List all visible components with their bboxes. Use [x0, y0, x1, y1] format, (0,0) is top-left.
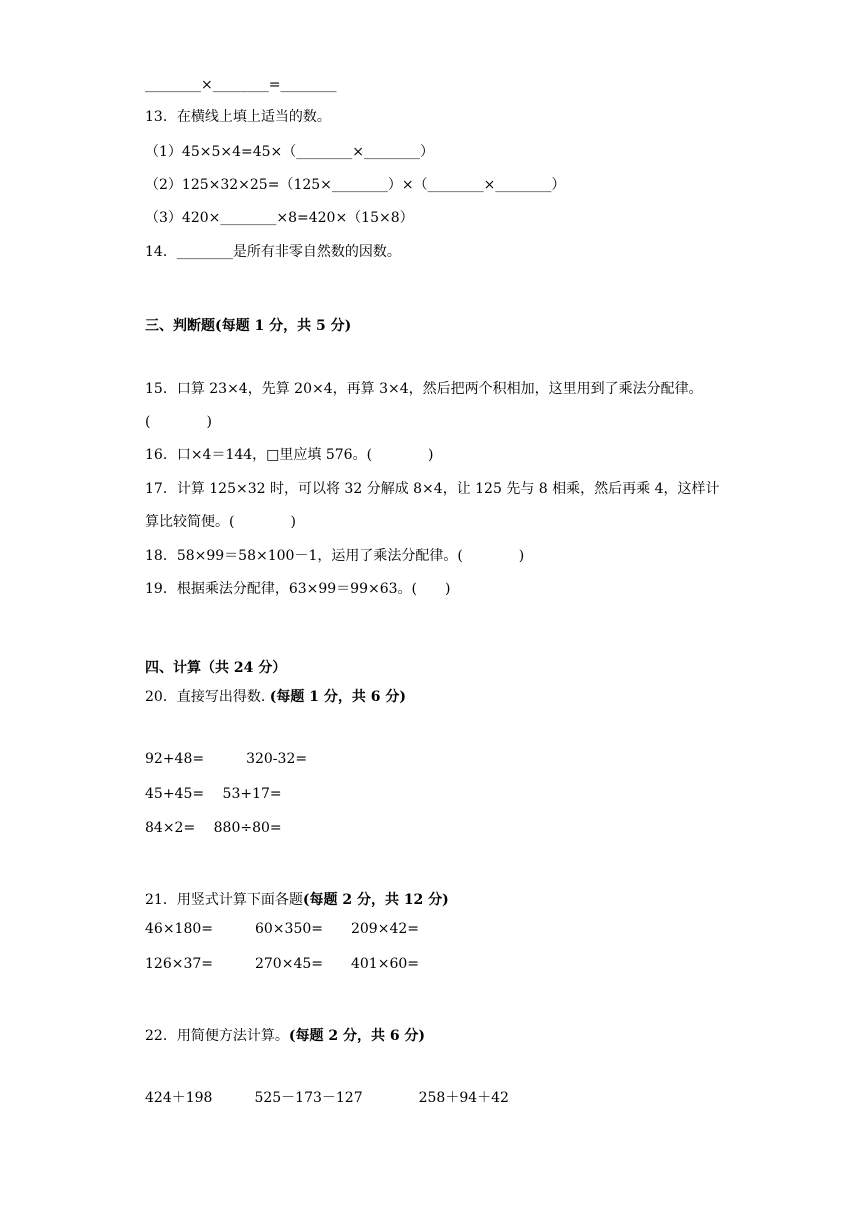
q20-row-3: 84×2= 880÷80= [145, 820, 282, 836]
q20-text: 20．直接写出得数. [145, 689, 270, 705]
q15-line-1: 15．口算 23×4，先算 20×4，再算 3×4，然后把两个积相加，这里用到了乘法分配律。 [145, 381, 703, 397]
q21-title [145, 891, 449, 909]
q22-points: (每题 2 分，共 6 分) [288, 1028, 426, 1044]
q16: 16．口×4＝144，□里应填 576。( ) [145, 447, 434, 463]
q20-points: (每题 1 分，共 6 分) [269, 689, 406, 705]
section-4-heading: 四、计算（共 24 分） [145, 660, 287, 676]
q15-line-2: ( ) [145, 414, 212, 430]
q21-row-2: 126×37= 270×45= 401×60= [145, 956, 419, 972]
q18: 18．58×99＝58×100－1，运用了乘法分配律。( ) [145, 548, 525, 564]
q21-row-1: 46×180= 60×350= 209×42= [145, 921, 419, 937]
q13-part-2: （2）125×32×25=（125×________）×（________×________） [145, 177, 566, 193]
q21-text: 21．用竖式计算下面各题 [145, 892, 303, 908]
q22-row-1: 424＋198 525－173－127 258＋94＋42 [145, 1090, 509, 1106]
q21-points: (每题 2 分，共 12 分) [302, 892, 449, 908]
q22-title [145, 1027, 425, 1045]
q20-row-2: 45+45= 53+17= [145, 786, 282, 802]
section-3-heading: 三、判断题(每题 1 分，共 5 分) [145, 318, 352, 334]
q13-part-3: （3）420×________×8=420×（15×8） [145, 210, 414, 226]
q13-title: 13．在横线上填上适当的数。 [145, 109, 331, 125]
q22-text: 22．用简便方法计算。 [145, 1028, 289, 1044]
q12-answer-blanks: ________×________=________ [145, 77, 337, 93]
q20-title [145, 688, 406, 706]
q13-part-1: （1）45×5×4=45×（________×________） [145, 144, 435, 160]
q14: 14．________是所有非零自然数的因数。 [145, 244, 401, 260]
q20-row-1: 92+48= 320-32= [145, 751, 308, 767]
q17-line-2: 算比较简便。( ) [145, 514, 296, 530]
q19: 19．根据乘法分配律，63×99＝99×63。( ) [145, 581, 451, 597]
q17-line-1: 17．计算 125×32 时，可以将 32 分解成 8×4，让 125 先与 8 相乘，然后再乘 4，这样计 [145, 481, 720, 497]
